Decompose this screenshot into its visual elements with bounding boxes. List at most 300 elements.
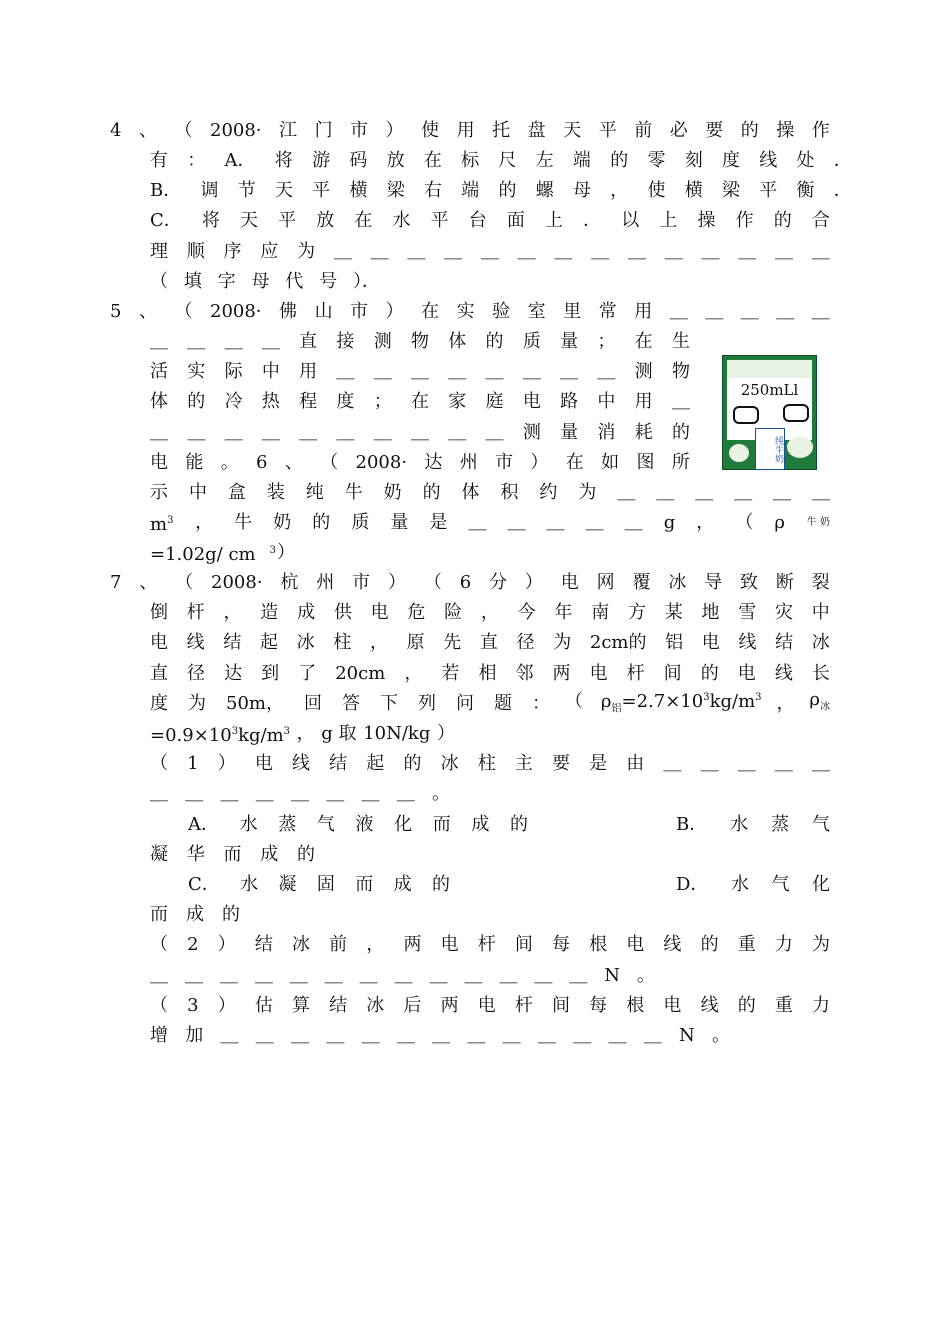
char: 物 bbox=[671, 361, 690, 382]
char: 每 bbox=[552, 934, 570, 955]
char: 。 bbox=[220, 452, 239, 473]
char: 将 bbox=[201, 210, 220, 231]
char: 度 bbox=[721, 150, 740, 171]
char: 重 bbox=[737, 934, 756, 955]
char: ＿ bbox=[507, 512, 526, 533]
char: ） bbox=[388, 572, 406, 593]
char: 的 bbox=[187, 391, 206, 412]
char: 要 bbox=[552, 753, 570, 774]
char: 约 bbox=[539, 482, 558, 503]
char: ， bbox=[480, 602, 499, 623]
char: 码 bbox=[349, 150, 368, 171]
char: ＿ bbox=[187, 331, 206, 352]
char: （ bbox=[175, 572, 194, 593]
char: 应 bbox=[260, 241, 279, 262]
char: 气 bbox=[812, 814, 830, 835]
char: 估 bbox=[254, 995, 273, 1016]
char: 线 bbox=[774, 663, 793, 684]
char: ＿ bbox=[617, 482, 636, 503]
char: 了 bbox=[298, 663, 317, 684]
char: 顺 bbox=[186, 241, 205, 262]
char: 而 bbox=[355, 874, 374, 895]
char: ＿ bbox=[359, 965, 378, 986]
q5-line-4 bbox=[150, 387, 690, 417]
char: ＿ bbox=[695, 482, 714, 503]
char: 凝 bbox=[278, 874, 297, 895]
char: 活 bbox=[150, 361, 168, 382]
q7-part2-line-2 bbox=[150, 961, 655, 991]
char: ＿ bbox=[396, 1025, 415, 1046]
char: ＿ bbox=[774, 753, 793, 774]
char: ： bbox=[531, 693, 550, 714]
char: ＿ bbox=[254, 965, 273, 986]
char: 量 bbox=[560, 331, 579, 352]
char: 积 bbox=[500, 482, 519, 503]
char: 断 bbox=[775, 572, 794, 593]
char: 天 bbox=[274, 180, 293, 201]
g-value: 10N/kg bbox=[363, 723, 431, 744]
char: ＿ bbox=[396, 783, 415, 804]
char: 在 bbox=[354, 210, 373, 231]
char: 际 bbox=[224, 361, 243, 382]
char: B． bbox=[676, 814, 708, 835]
char: ＿ bbox=[336, 422, 355, 443]
char: 物 bbox=[410, 331, 429, 352]
char: 南 bbox=[591, 602, 610, 623]
char: 成 bbox=[471, 814, 490, 835]
char: 2008· bbox=[210, 120, 262, 141]
char: 牛 bbox=[234, 512, 253, 533]
char: ＿ bbox=[573, 1025, 592, 1046]
char: 题 bbox=[493, 693, 512, 714]
ice-density-unit: kg/m bbox=[238, 725, 284, 746]
q4-line-4 bbox=[150, 206, 830, 236]
char: 下 bbox=[379, 693, 398, 714]
char: 的 bbox=[312, 512, 331, 533]
char: 奶 bbox=[383, 482, 402, 503]
char: 量 bbox=[560, 422, 579, 443]
char: 雪 bbox=[738, 602, 757, 623]
char: 3 bbox=[187, 995, 199, 1016]
char: ＿ bbox=[585, 512, 604, 533]
char: 而 bbox=[150, 904, 168, 925]
char: 平 bbox=[278, 210, 297, 231]
char: 径 bbox=[187, 663, 206, 684]
char: 接 bbox=[336, 331, 355, 352]
char: ＿ bbox=[669, 301, 688, 322]
char: 市 bbox=[350, 120, 369, 141]
char: 能 bbox=[185, 452, 204, 473]
close-paren: ） bbox=[277, 542, 295, 563]
char: 代 bbox=[285, 271, 304, 292]
char: 室 bbox=[527, 301, 546, 322]
char: ＿ bbox=[324, 965, 343, 986]
char: 使 bbox=[421, 120, 440, 141]
char: 的 bbox=[671, 422, 690, 443]
char: 度 bbox=[150, 693, 168, 714]
char: ＿ bbox=[291, 783, 309, 804]
char: ＿ bbox=[220, 783, 239, 804]
char: 电 bbox=[522, 391, 541, 412]
char: ＿ bbox=[150, 965, 168, 986]
char: 直 bbox=[299, 331, 318, 352]
option-d-cont bbox=[150, 900, 240, 930]
char: ． bbox=[833, 180, 852, 201]
char: 市 bbox=[350, 301, 369, 322]
char: 冰 bbox=[292, 934, 311, 955]
char: 市 bbox=[352, 572, 371, 593]
char: 路 bbox=[560, 391, 579, 412]
q7-part1-line-1 bbox=[150, 749, 830, 779]
char: 平 bbox=[312, 180, 331, 201]
char: 覆 bbox=[632, 572, 651, 593]
char: 5 bbox=[110, 301, 122, 322]
char: 径 bbox=[516, 632, 535, 653]
char: 成 bbox=[297, 602, 316, 623]
q4-line-1 bbox=[110, 116, 830, 146]
char: ＿ bbox=[261, 422, 280, 443]
char: 牛 bbox=[344, 482, 363, 503]
char: 线 bbox=[186, 632, 205, 653]
char: 佛 bbox=[279, 301, 298, 322]
char: ＿ bbox=[485, 361, 504, 382]
char: 右 bbox=[423, 180, 442, 201]
char: B． bbox=[150, 180, 182, 201]
char: 2 bbox=[187, 934, 199, 955]
char: 两 bbox=[552, 663, 571, 684]
char: 的 bbox=[740, 120, 759, 141]
char: ， bbox=[366, 934, 385, 955]
q7-line-1 bbox=[110, 568, 830, 598]
char: ＿ bbox=[776, 301, 795, 322]
char: 到 bbox=[261, 663, 280, 684]
q6-line-4: =1.02g/ cm $^3$ ） bbox=[150, 538, 295, 568]
char: ＿ bbox=[394, 965, 413, 986]
char: ＿ bbox=[361, 1025, 380, 1046]
char: 台 bbox=[468, 210, 487, 231]
char: （ bbox=[320, 452, 339, 473]
char: 为 bbox=[553, 632, 572, 653]
char: 作 bbox=[735, 210, 754, 231]
char: 20cm bbox=[335, 663, 386, 684]
char: 电 bbox=[737, 663, 756, 684]
char: 气 bbox=[316, 814, 335, 835]
char: C． bbox=[150, 210, 182, 231]
milk-product-label: 纯牛奶 bbox=[755, 428, 785, 470]
char: ＿ bbox=[775, 241, 794, 262]
char: 直 bbox=[150, 663, 168, 684]
q6-line-1 bbox=[150, 448, 690, 478]
char: 盒 bbox=[227, 482, 246, 503]
char: ＿ bbox=[480, 241, 499, 262]
char: 序 bbox=[223, 241, 242, 262]
char: （ bbox=[174, 120, 193, 141]
char: ＿ bbox=[663, 753, 682, 774]
char: ＿ bbox=[336, 361, 355, 382]
char: 网 bbox=[596, 572, 615, 593]
char: 水 bbox=[239, 814, 258, 835]
char: 6 bbox=[459, 572, 472, 593]
aluminum-density-unit: kg/m bbox=[709, 691, 756, 713]
char: ， bbox=[404, 663, 423, 684]
char: 为 bbox=[578, 482, 597, 503]
char: 蒸 bbox=[278, 814, 297, 835]
char: ＿ bbox=[220, 1025, 239, 1046]
char: 常 bbox=[598, 301, 617, 322]
char: 冷 bbox=[224, 391, 243, 412]
char: 50m， bbox=[226, 693, 284, 714]
char: 中 bbox=[188, 482, 207, 503]
char: 柱 bbox=[477, 753, 496, 774]
rho-aluminum: （ ρ bbox=[564, 691, 612, 713]
ice-subscript: 冰 bbox=[819, 701, 830, 713]
char: 成 bbox=[260, 844, 279, 865]
char: 在 bbox=[565, 452, 584, 473]
char: A． bbox=[188, 814, 219, 835]
aluminum-subscript: 铝 bbox=[611, 703, 622, 715]
char: 天 bbox=[240, 210, 259, 231]
char: 若 bbox=[441, 663, 460, 684]
char: ＿ bbox=[560, 361, 579, 382]
char: 倒 bbox=[150, 602, 168, 623]
char: 结 bbox=[223, 632, 242, 653]
char: ＿ bbox=[811, 241, 830, 262]
char: 在 bbox=[423, 150, 442, 171]
char: 前 bbox=[634, 120, 653, 141]
char: 有 bbox=[150, 150, 168, 171]
char: 供 bbox=[333, 602, 352, 623]
q4-line-3 bbox=[150, 176, 852, 206]
unit-m: m bbox=[150, 514, 168, 535]
char: 必 bbox=[669, 120, 688, 141]
char: 结 bbox=[775, 632, 794, 653]
char: 中 bbox=[811, 602, 830, 623]
char: 凝 bbox=[150, 844, 168, 865]
char: 作 bbox=[811, 120, 830, 141]
char: 的 bbox=[700, 663, 719, 684]
char: ＿ bbox=[705, 301, 724, 322]
char: 达 bbox=[224, 663, 243, 684]
char: 根 bbox=[589, 934, 608, 955]
char: 填 bbox=[183, 271, 202, 292]
char: 横 bbox=[349, 180, 368, 201]
char: 市 bbox=[495, 452, 514, 473]
char: 起 bbox=[366, 753, 385, 774]
char: 冰 bbox=[440, 753, 459, 774]
q7-part3-line-2 bbox=[150, 1021, 730, 1051]
q7-part1-line-2 bbox=[150, 779, 450, 809]
char: 华 bbox=[186, 844, 205, 865]
char: 示 bbox=[150, 482, 168, 503]
char: 杆 bbox=[186, 602, 205, 623]
char: ＿ bbox=[185, 783, 204, 804]
char: ＿ bbox=[517, 241, 536, 262]
char: ） bbox=[530, 452, 549, 473]
q5-line-1 bbox=[110, 297, 830, 327]
char: 冰 bbox=[668, 572, 687, 593]
char: 电 bbox=[560, 572, 579, 593]
char: 灾 bbox=[775, 602, 794, 623]
char: 根 bbox=[626, 995, 645, 1016]
option-d bbox=[676, 870, 830, 900]
char: 要 bbox=[705, 120, 724, 141]
char: 测 bbox=[373, 331, 392, 352]
char: 、 bbox=[284, 452, 303, 473]
char: 母 bbox=[572, 180, 591, 201]
char: 今 bbox=[517, 602, 536, 623]
char: 原 bbox=[406, 632, 425, 653]
char: ） bbox=[524, 572, 543, 593]
char: 体 bbox=[461, 482, 480, 503]
char: 体 bbox=[150, 391, 168, 412]
char: 电 bbox=[254, 753, 273, 774]
char: ρ bbox=[774, 512, 785, 533]
char: 列 bbox=[417, 693, 436, 714]
q4-line-6 bbox=[150, 267, 380, 297]
q5-line-5 bbox=[150, 418, 690, 448]
char: ＿ bbox=[734, 482, 753, 503]
char: 体 bbox=[448, 331, 467, 352]
char: ＿ bbox=[255, 783, 274, 804]
char: ： bbox=[187, 150, 206, 171]
char: 实 bbox=[187, 361, 206, 382]
char: （ bbox=[735, 512, 754, 533]
char: 、 bbox=[138, 120, 157, 141]
q5-line-2 bbox=[150, 327, 690, 357]
char: ＿ bbox=[773, 482, 791, 503]
milk-density: =1.02g/ cm bbox=[150, 544, 256, 565]
char: 在 bbox=[634, 331, 653, 352]
char: 是 bbox=[589, 753, 608, 774]
char: ＿ bbox=[224, 331, 243, 352]
aluminum-density-value: =2.7×10 bbox=[621, 691, 704, 713]
char: ＿ bbox=[429, 965, 448, 986]
char: 某 bbox=[664, 602, 683, 623]
char: 电 bbox=[663, 995, 682, 1016]
char: ＿ bbox=[261, 331, 280, 352]
char: ； bbox=[373, 391, 392, 412]
char: ＿ bbox=[608, 1025, 627, 1046]
char: 零 bbox=[647, 150, 666, 171]
char: 天 bbox=[563, 120, 582, 141]
milk-carton-image bbox=[722, 355, 817, 470]
char: ＿ bbox=[410, 422, 429, 443]
char: ＿ bbox=[811, 753, 830, 774]
char: 中 bbox=[597, 391, 616, 412]
char: 线 bbox=[700, 995, 719, 1016]
char: ＿ bbox=[737, 753, 756, 774]
char: 气 bbox=[771, 874, 790, 895]
char: 游 bbox=[312, 150, 331, 171]
char: A． bbox=[224, 150, 256, 171]
char: 将 bbox=[274, 150, 293, 171]
char: 中 bbox=[261, 361, 280, 382]
char: ＿ bbox=[464, 965, 483, 986]
char: 梁 bbox=[386, 180, 405, 201]
char: ＿ bbox=[150, 422, 168, 443]
char: 放 bbox=[386, 150, 405, 171]
char: ＿ bbox=[448, 422, 467, 443]
char: 方 bbox=[627, 602, 646, 623]
char: ， bbox=[610, 180, 629, 201]
char: ＿ bbox=[627, 241, 646, 262]
char: 成 bbox=[393, 874, 412, 895]
char: 操 bbox=[697, 210, 716, 231]
char: ＿ bbox=[502, 1025, 521, 1046]
char: （ bbox=[174, 301, 193, 322]
q7-line-2 bbox=[150, 598, 830, 628]
char: 线 bbox=[738, 632, 757, 653]
char: 测 bbox=[522, 422, 541, 443]
char: 尺 bbox=[498, 150, 517, 171]
char: ＿ bbox=[624, 512, 643, 533]
char: 的 bbox=[737, 995, 756, 1016]
char: ＿ bbox=[326, 1025, 345, 1046]
char: 成 bbox=[186, 904, 204, 925]
char: 平 bbox=[598, 120, 617, 141]
char: 力 bbox=[811, 995, 830, 1016]
char: 消 bbox=[597, 422, 616, 443]
char: （ bbox=[150, 934, 168, 955]
char: ＿ bbox=[361, 783, 380, 804]
char: 冰 bbox=[366, 995, 385, 1016]
char: 衡 bbox=[796, 180, 815, 201]
char: 结 bbox=[329, 995, 348, 1016]
char: 电 bbox=[370, 602, 389, 623]
char: g bbox=[663, 512, 676, 533]
char: ＿ bbox=[546, 512, 565, 533]
char: ＿ bbox=[373, 361, 392, 382]
char: ＿ bbox=[333, 241, 352, 262]
char: 。 bbox=[712, 1025, 730, 1046]
char: 用 bbox=[634, 391, 653, 412]
char: 后 bbox=[403, 995, 422, 1016]
char: ， bbox=[369, 632, 388, 653]
q5-line-3 bbox=[150, 357, 690, 387]
char: 直 bbox=[479, 632, 498, 653]
char: 长 bbox=[811, 663, 830, 684]
char: 间 bbox=[552, 995, 570, 1016]
char: 每 bbox=[589, 995, 608, 1016]
char: 蒸 bbox=[771, 814, 790, 835]
char: ＿ bbox=[811, 482, 830, 503]
char: 州 bbox=[316, 572, 335, 593]
char: 上 bbox=[659, 210, 678, 231]
char: 化 bbox=[811, 874, 830, 895]
char: 而 bbox=[223, 844, 242, 865]
option-b bbox=[676, 810, 830, 840]
char: 的 bbox=[498, 180, 517, 201]
char: 庭 bbox=[485, 391, 504, 412]
char: 回 bbox=[303, 693, 322, 714]
char: 结 bbox=[254, 934, 273, 955]
char: 。 bbox=[636, 965, 655, 986]
char: 左 bbox=[535, 150, 554, 171]
char: 为 bbox=[297, 241, 316, 262]
char: 家 bbox=[448, 391, 467, 412]
char: 在 bbox=[421, 301, 440, 322]
char: ） bbox=[217, 753, 236, 774]
char: ， bbox=[223, 602, 242, 623]
char: 化 bbox=[394, 814, 413, 835]
q7-part2-line-1 bbox=[150, 930, 830, 960]
char: C． bbox=[188, 874, 220, 895]
char: 是 bbox=[429, 512, 448, 533]
char: ） bbox=[385, 301, 404, 322]
char: 线 bbox=[292, 753, 311, 774]
char: 液 bbox=[355, 814, 374, 835]
char: 理 bbox=[150, 241, 168, 262]
